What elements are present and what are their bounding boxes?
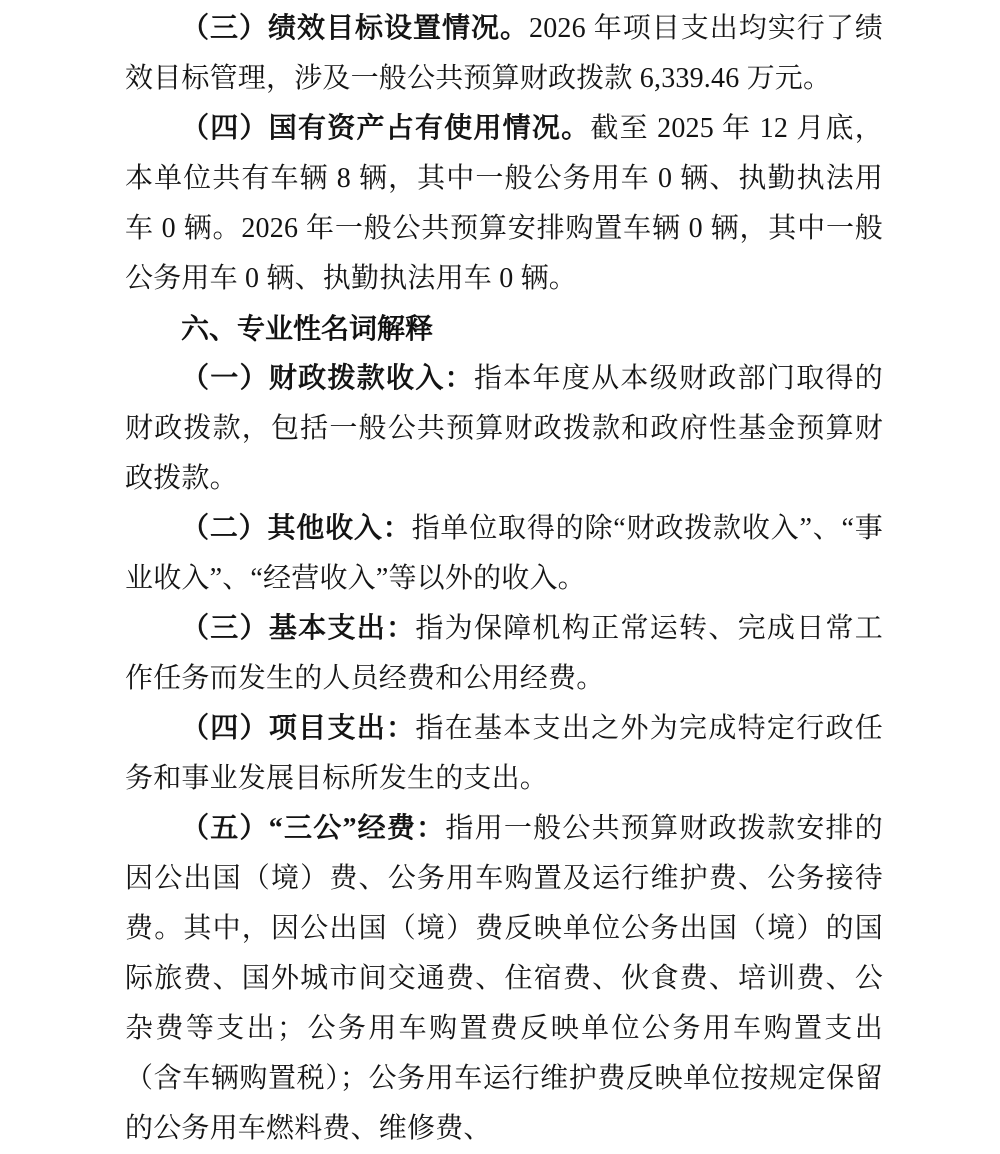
paragraph-body: 截至 2025 年 12 月底，本单位共有车辆 8 辆，其中一般公务用车 0 辆、执勤执法用车 0 辆。2026 年一般公共预算安排购置车辆 0 辆，其中一般公务用车 0 辆、执勤执法用车 0 辆。	[125, 113, 883, 294]
term-lead: （二）其他收入：	[181, 513, 412, 544]
paragraph-performance-targets	[125, 4, 883, 104]
term-paragraph-fiscal-appropriation-income	[125, 354, 883, 504]
term-paragraph-other-income	[125, 504, 883, 604]
section-heading-glossary: 六、专业性名词解释	[181, 313, 434, 344]
term-body: 指本年度从本级财政部门取得的财政拨款，包括一般公共预算财政拨款和政府性基金预算财政拨款。	[125, 363, 883, 494]
term-paragraph-basic-expenditure	[125, 604, 883, 704]
term-lead: （四）项目支出：	[181, 713, 416, 744]
term-lead: （一）财政拨款收入：	[181, 363, 474, 394]
term-paragraph-project-expenditure	[125, 704, 883, 804]
paragraph-lead: （四）国有资产占有使用情况。	[181, 113, 591, 144]
paragraph-lead: （三）绩效目标设置情况。	[181, 13, 529, 44]
paragraph-state-assets	[125, 104, 883, 304]
term-body: 指用一般公共预算财政拨款安排的因公出国（境）费、公务用车购置及运行维护费、公务接待费。其中，因公出国（境）费反映单位公务出国（境）的国际旅费、国外城市间交通费、住宿费、伙食费、培训费、公杂费等支出；公务用车购置费反映单位公务用车购置支出（含车辆购置税）；公务用车运行维护费反映单位按规定保留的公务用车燃料费、维修费、	[125, 813, 883, 1144]
term-body: 指为保障机构正常运转、完成日常工作任务而发生的人员经费和公用经费。	[125, 613, 884, 694]
term-lead: （三）基本支出：	[181, 613, 416, 644]
paragraph-body: 2026 年项目支出均实行了绩效目标管理，涉及一般公共预算财政拨款 6,339.46 万元。	[125, 13, 883, 94]
term-paragraph-three-public-funds	[125, 804, 883, 1154]
term-body: 指在基本支出之外为完成特定行政任务和事业发展目标所发生的支出。	[125, 713, 884, 794]
term-body: 指单位取得的除“财政拨款收入”、“事业收入”、“经营收入”等以外的收入。	[125, 513, 883, 594]
term-lead: （五）“三公”经费：	[181, 813, 446, 844]
